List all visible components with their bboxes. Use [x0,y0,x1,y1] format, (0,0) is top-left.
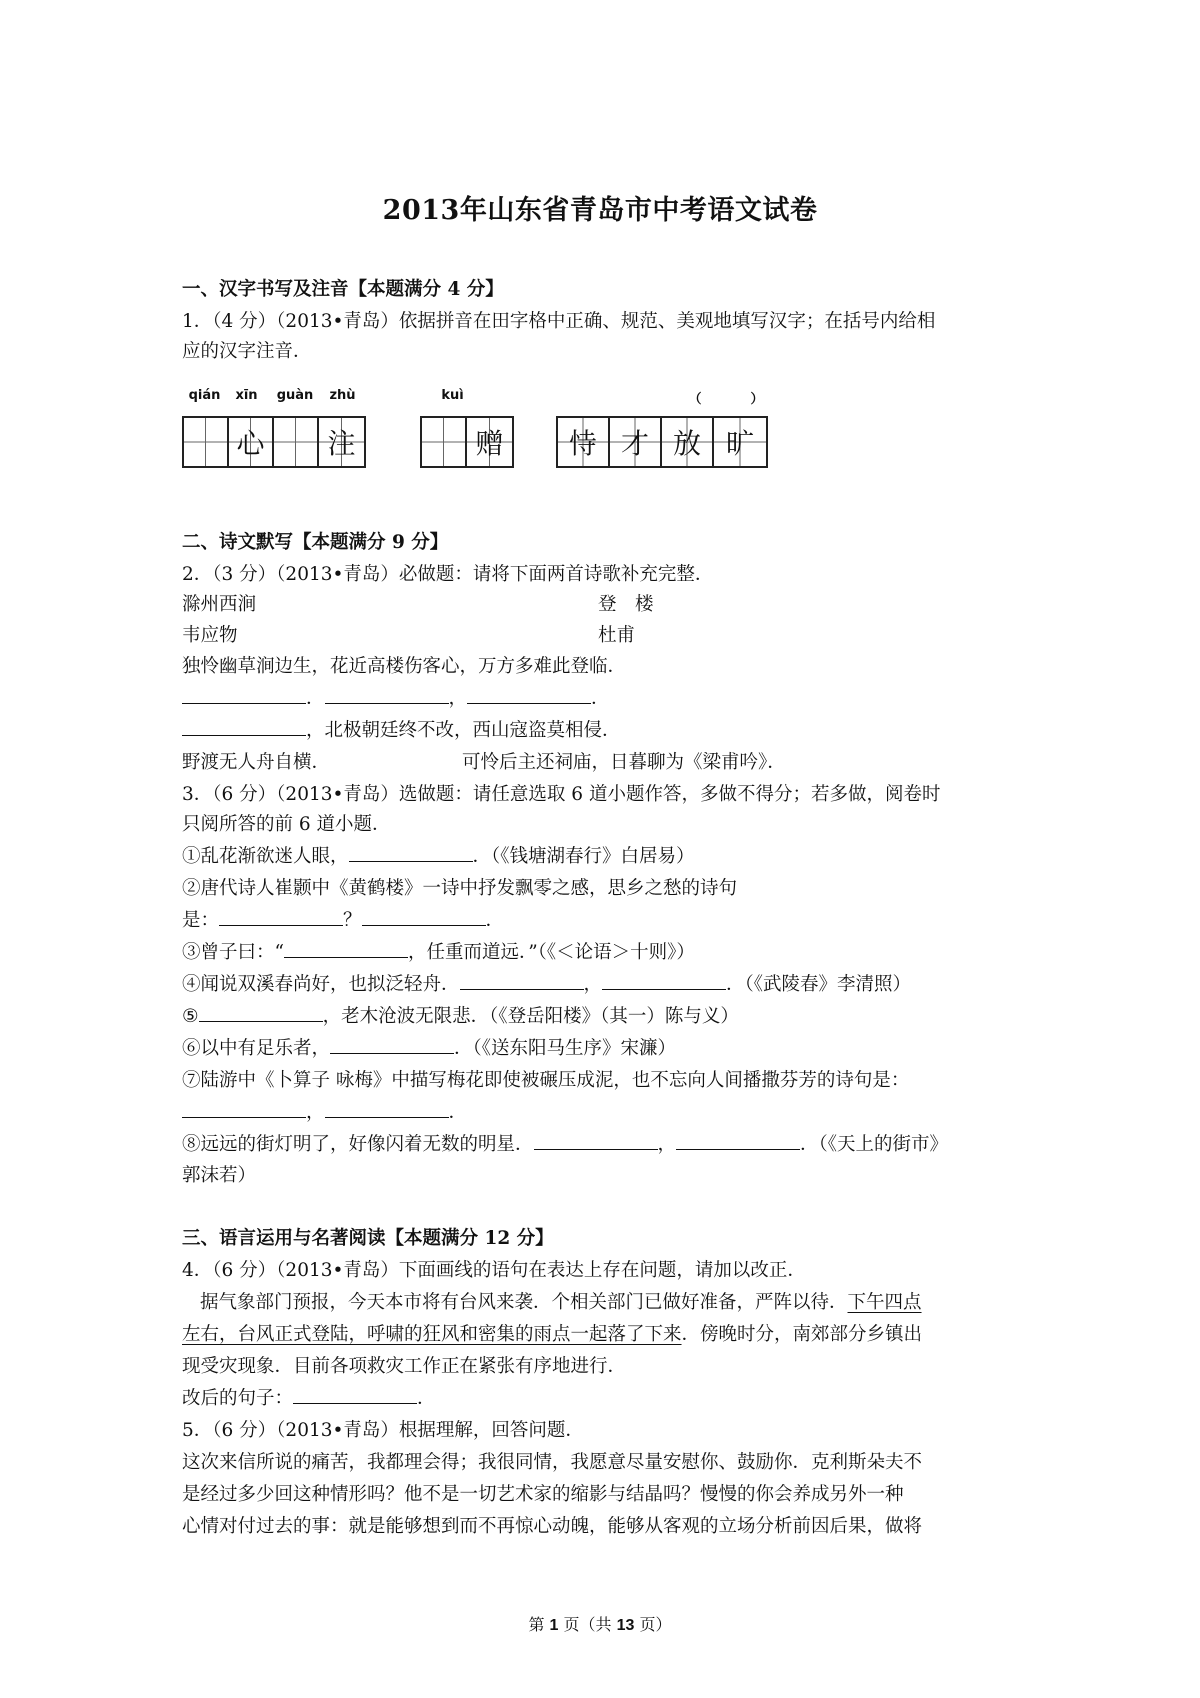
answer-blank[interactable] [349,842,473,862]
answer-blank[interactable] [676,1130,800,1150]
poem-line: 独怜幽草涧边生，花近高楼伤客心，万方多难此登临． [182,656,627,677]
q5-passage-line1: 这次来信所说的痛苦，我都理会得；我很同情，我愿意尽量安慰你、鼓励你．克利斯朵夫不 [182,1452,923,1473]
q4-passage-line3: 现受灾现象．目前各项救灾工作正在紧张有序地进行． [182,1356,627,1377]
q1-line2: 应的汉字注音． [182,341,312,362]
answer-blank[interactable] [293,1384,417,1404]
section2-heading: 二、诗文默写【本题满分 9 分】 [182,532,449,553]
q5-passage-line2: 是经过多少回这种情形吗？他不是一切艺术家的缩影与结晶吗？慢慢的你会养成另外一种 [182,1484,904,1505]
poem2-title: 登 楼 [598,594,654,615]
poem2-author: 杜甫 [598,625,636,646]
q3-item-3: ③曾子曰：“ ，任重而道远．”（《＜论语＞十则》） [182,938,695,968]
q4-passage-line2: 左右，台风正式登陆，呼啸的狂风和密集的雨点一起落了下来．傍晚时分，南郊部分乡镇出 [182,1324,923,1345]
pinyin-label: qián [188,388,221,403]
poem-line-blanks: ． ， ． [182,684,610,714]
underlined-sentence: 下午四点 [847,1292,922,1313]
answer-blank[interactable] [182,716,306,736]
underlined-sentence: 左右，台风正式登陆，呼啸的狂风和密集的雨点一起落了下来 [182,1324,682,1345]
answer-blank[interactable] [330,1034,454,1054]
tianzige-box: 恃 [558,418,610,466]
q3-item-7-answer: ， ． [182,1098,467,1128]
tianzige-box: 赠 [467,418,512,466]
tianzige-box: 旷 [714,418,766,466]
q3-item-2-answer: 是： ？ ． [182,906,504,936]
tianzige-box[interactable] [184,418,229,466]
q4-passage-line1: 据气象部门预报，今天本市将有台风来袭．个相关部门已做好准备，严阵以待．下午四点 [200,1292,922,1313]
tianzige-box: 心 [229,418,274,466]
tianzige-box: 注 [319,418,364,466]
answer-blank[interactable] [708,388,744,407]
q3-stem-line2: 只阅所答的前 6 道小题． [182,814,391,835]
answer-blank[interactable] [325,684,449,704]
q3-item-8-author: 郭沫若） [182,1165,257,1186]
poem-line: 野渡无人舟自横． [182,752,331,773]
answer-blank[interactable] [460,970,584,990]
poem-line: 可怜后主还祠庙，日暮聊为《梁甫吟》． [462,752,786,773]
q1-line1: 1．（4 分）（2013•青岛）依据拼音在田字格中正确、规范、美观地填写汉字；在括号内给相 [182,311,936,332]
answer-blank[interactable] [362,906,486,926]
q3-stem-line1: 3．（6 分）（2013•青岛）选做题：请任意选取 6 道小题作答，多做不得分；若多做，阅卷时 [182,784,941,805]
q3-item-7: ⑦陆游中《卜算子 咏梅》中描写梅花即使被碾压成泥，也不忘向人间播撒芬芳的诗句是： [182,1070,910,1091]
pinyin-label: guàn [276,388,314,403]
answer-blank[interactable] [467,684,591,704]
tianzige-box: 放 [662,418,714,466]
q5-stem: 5．（6 分）（2013•青岛）根据理解，回答问题． [182,1420,584,1441]
page-number: 1 [549,1617,559,1634]
q4-stem: 4．（6 分）（2013•青岛）下面画线的语句在表达上存在问题，请加以改正． [182,1260,806,1281]
q3-item-4: ④闻说双溪春尚好，也拟泛轻舟． ， ．（《武陵春》李清照） [182,970,911,1000]
page-footer: 第 1 页（共 13 页） [528,1615,672,1634]
tianzige-box[interactable] [422,418,467,466]
page-title: 2013年山东省青岛市中考语文试卷 [382,195,818,226]
q2-stem: 2．（3 分）（2013•青岛）必做题：请将下面两首诗歌补充完整． [182,564,714,585]
q3-item-6: ⑥以中有足乐者， ．（《送东阳马生序》宋濂） [182,1034,676,1064]
answer-blank[interactable] [325,1098,449,1118]
answer-blank[interactable] [534,1130,658,1150]
paren-open: （ [688,392,702,407]
answer-blank[interactable] [219,906,343,926]
section3-heading: 三、语言运用与名著阅读【本题满分 12 分】 [182,1228,554,1249]
answer-blank[interactable] [602,970,726,990]
q3-item-5: ⑤ ，老木沧波无限悲．（《登岳阳楼》（其一）陈与义） [182,1002,739,1032]
q4-answer: 改后的句子： ． [182,1384,436,1414]
q3-item-2: ②唐代诗人崔颢中《黄鹤楼》一诗中抒发飘零之感，思乡之愁的诗句 [182,878,738,899]
answer-blank[interactable] [199,1002,323,1022]
paren-close: ） [750,392,764,407]
answer-blank[interactable] [182,1098,306,1118]
poem-line: ，北极朝廷终不改，西山寇盗莫相侵． [182,716,621,746]
tianzige-box: 才 [610,418,662,466]
poem1-author: 韦应物 [182,625,238,646]
answer-blank[interactable] [284,938,408,958]
q3-item-1: ①乱花渐欲迷人眼， ．（《钱塘湖春行》白居易） [182,842,695,872]
poem1-title: 滁州西涧 [182,594,257,615]
pinyin-label: kuì [441,388,464,403]
section1-heading: 一、汉字书写及注音【本题满分 4 分】 [182,279,504,300]
page-total: 13 [616,1617,635,1634]
q3-item-8: ⑧远远的街灯明了，好像闪着无数的明星． ， ．（《天上的街市》 [182,1130,948,1160]
tianzige-box[interactable] [274,418,319,466]
answer-blank[interactable] [182,684,306,704]
q5-passage-line3: 心情对付过去的事：就是能够想到而不再惊心动魄，能够从客观的立场分析前因后果，做将 [182,1516,923,1537]
pinyin-label: xīn [235,388,258,403]
pinyin-label: zhù [329,388,356,403]
